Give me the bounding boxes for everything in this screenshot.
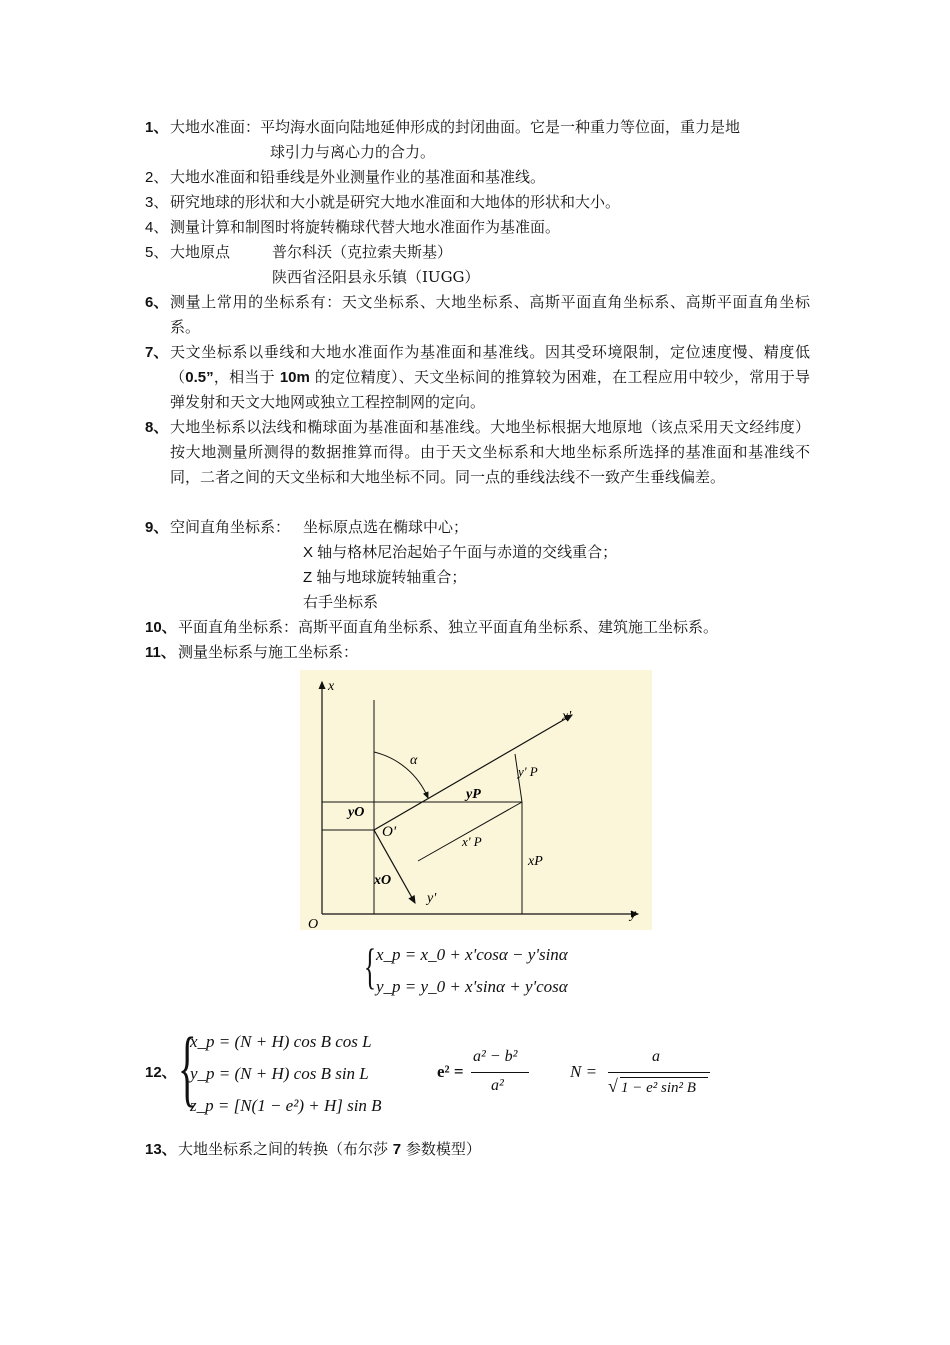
formula-n xyxy=(570,1046,720,1102)
item-7 xyxy=(145,340,810,415)
item-text: 大地坐标系之间的转换（布尔莎 xyxy=(178,1140,393,1158)
sqrt-sign: √ xyxy=(608,1076,618,1096)
item-6 xyxy=(145,290,810,340)
formula-line: y_p = y_0 + x'sinα + y'cosα xyxy=(376,977,568,996)
item-label: 空间直角坐标系： xyxy=(170,518,291,536)
item-text: 大地水准面和铅垂线是外业测量作业的基准面和基准线。 xyxy=(170,168,546,186)
formula-line: x_p = (N + H) cos B cos L xyxy=(190,1032,372,1051)
label-x: x xyxy=(328,679,335,694)
item-text: 测量坐标系与施工坐标系： xyxy=(178,643,359,661)
formula-numerator: a² − b² xyxy=(473,1048,518,1065)
label-yo: yO xyxy=(348,805,365,820)
item-text-bold: 10m xyxy=(279,369,310,386)
item-13 xyxy=(145,1137,810,1162)
label-o-prime: O' xyxy=(382,824,397,840)
item-5 xyxy=(145,240,810,290)
label-origin: O xyxy=(308,917,319,930)
label-y-prime: y' xyxy=(427,891,437,906)
formula-line: z_p = [N(1 − e²) + H] sin B xyxy=(190,1096,382,1115)
item-8 xyxy=(145,415,810,490)
item-text: 测量上常用的坐标系有：天文坐标系、大地坐标系、高斯平面直角坐标系、高斯平面直角坐标系。 xyxy=(170,293,810,336)
label-yp: yP xyxy=(466,787,481,802)
item-9 xyxy=(145,515,810,615)
item-4 xyxy=(145,215,810,240)
item-number: 6、 xyxy=(145,294,169,311)
item-text: 大地坐标系以法线和椭球面为基准面和基准线。大地坐标根据大地原地（该点采用天文经纬度）按大地测量所测得的数据推算而得。由于天文坐标系和大地坐标系所选择的基准面和基准线不同，二者之间的天文坐标和大地坐标不同。同一点的垂线法线不一致产生垂线偏差。 xyxy=(170,418,810,486)
item-number: 9、 xyxy=(145,519,169,536)
item-2 xyxy=(145,165,810,190)
item-label: 大地原点 xyxy=(170,243,231,261)
item-text-line: 大地水准面：平均海水面向陆地延伸形成的封闭曲面。它是一种重力等位面，重力是地 xyxy=(170,118,741,136)
item-text-bold: 7 xyxy=(392,1141,402,1158)
label-y: y xyxy=(630,907,637,922)
item-number: 7、 xyxy=(145,344,169,361)
item-text-line: Z 轴与地球旋转轴重合； xyxy=(303,569,467,586)
item-number: 3、 xyxy=(145,194,169,211)
formula-lhs: N = xyxy=(570,1062,598,1081)
label-alpha: α xyxy=(410,753,418,768)
fraction-bar xyxy=(608,1072,710,1073)
formula-line: x_p = x_0 + x'cosα − y'sinα xyxy=(376,945,568,964)
item-text: 平面直角坐标系：高斯平面直角坐标系、独立平面直角坐标系、建筑施工坐标系。 xyxy=(178,618,719,636)
item-text: 测量计算和制图时将旋转椭球代替大地水准面作为基准面。 xyxy=(170,218,561,236)
item-text-line: 右手坐标系 xyxy=(303,593,379,611)
item-text-bold: 0.5” xyxy=(185,369,214,386)
formula-12-system: { x_p = (N + H) cos B cos L y_p = (N + H) cos B sin L z_p = [N(1 − e²) + H] sin B xyxy=(178,1025,418,1125)
item-text: 研究地球的形状和大小就是研究大地水准面和大地体的形状和大小。 xyxy=(170,193,621,211)
item-3 xyxy=(145,190,810,215)
item-number: 2、 xyxy=(145,169,169,186)
item-text-line: 陕西省泾阳县永乐镇（IUGG） xyxy=(272,268,480,286)
item-text: 参数模型） xyxy=(401,1140,481,1158)
item-number: 8、 xyxy=(145,419,169,436)
formula-11: { x_p = x_0 + x'cosα − y'sinα y_p = y_0 + x'sinα + y'cosα xyxy=(364,940,624,1004)
label-xp: xP xyxy=(528,854,543,869)
item-number: 5、 xyxy=(145,244,169,261)
item-text: 的定位精度）、天文坐标间的推算较为困难，在工程应用中较少，常用于导弹发射和天文大地网或独立工程控制网的定向。 xyxy=(170,368,810,411)
label-y-prime-p: y' P xyxy=(518,764,538,779)
coordinate-diagram xyxy=(300,670,652,930)
item-text: 天文坐标系以垂线和大地水准面作为基准面和基准线。因其受环境限制，定位速度慢、精度低（ xyxy=(170,343,810,386)
item-text-line: X 轴与格林尼治起始子午面与赤道的交线重合； xyxy=(303,544,618,561)
formula-e2 xyxy=(437,1046,537,1098)
item-11 xyxy=(145,640,810,665)
item-number: 11、 xyxy=(145,644,176,661)
formula-denominator: 1 − e² sin² B xyxy=(621,1080,696,1096)
label-xo: xO xyxy=(374,873,392,888)
formula-denominator: a² xyxy=(491,1077,504,1094)
item-text: ，相当于 xyxy=(213,368,280,386)
label-x-prime: x' xyxy=(562,709,572,724)
item-1 xyxy=(145,115,810,165)
item-number: 1、 xyxy=(145,119,169,136)
item-number: 12、 xyxy=(145,1064,177,1081)
label-x-prime-p: x' P xyxy=(462,834,482,849)
item-text-line: 普尔科沃（克拉索夫斯基） xyxy=(272,243,453,261)
item-number: 4、 xyxy=(145,219,169,236)
item-10 xyxy=(145,615,810,640)
formula-lhs: e² = xyxy=(437,1062,464,1081)
item-text-line: 坐标原点选在椭球中心； xyxy=(303,518,469,536)
item-text-line: 球引力与离心力的合力。 xyxy=(270,143,436,161)
formula-numerator: a xyxy=(652,1048,660,1065)
item-number: 13、 xyxy=(145,1141,177,1158)
formula-line: y_p = (N + H) cos B sin L xyxy=(190,1064,369,1083)
coordinate-diagram-svg xyxy=(300,670,652,930)
item-number: 10、 xyxy=(145,619,177,636)
